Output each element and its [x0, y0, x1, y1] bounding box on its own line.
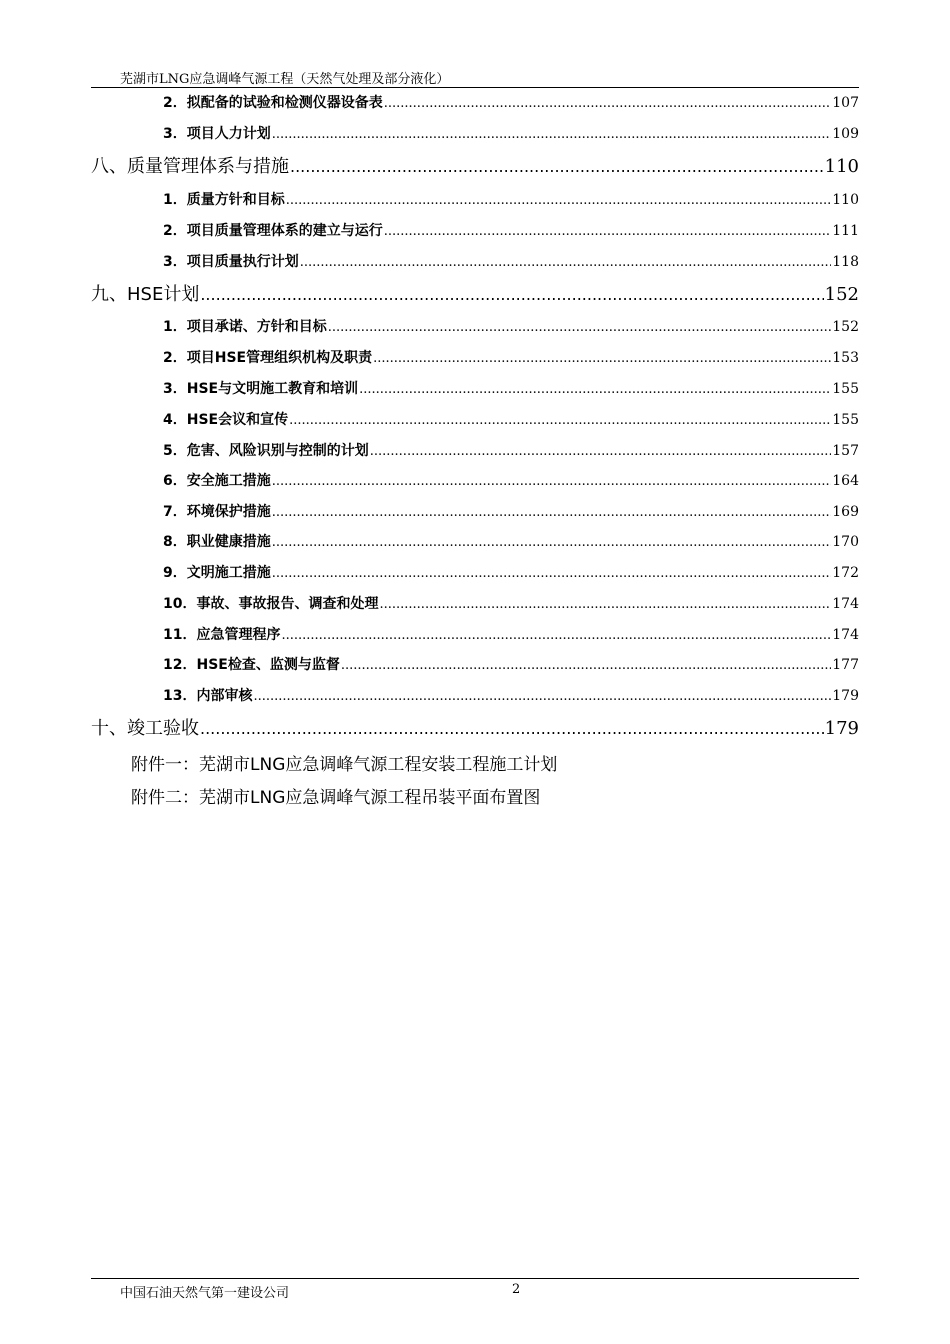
toc-entry-page: 155: [832, 412, 859, 428]
toc-entry-title: 5．危害、风险识别与控制的计划: [163, 443, 369, 459]
toc-section[interactable]: [91, 714, 859, 740]
toc-entry-title: 2．项目HSE管理组织机构及职责: [163, 350, 373, 366]
appendix-2[interactable]: 附件二：芜湖市LNG应急调峰气源工程吊装平面布置图: [131, 788, 541, 808]
toc-entry[interactable]: [163, 251, 859, 271]
toc-entry-page: 169: [832, 504, 859, 520]
toc-entry-page: 152: [832, 319, 859, 335]
footer-divider: [91, 1278, 859, 1279]
toc-entry-page: 110: [832, 192, 859, 208]
toc-entry-page: 155: [832, 381, 859, 397]
appendix-1[interactable]: 附件一：芜湖市LNG应急调峰气源工程安装工程施工计划: [131, 755, 558, 775]
toc-leader-dots: [200, 718, 824, 739]
toc-section-title: 九、HSE计划: [91, 284, 200, 305]
toc-entry[interactable]: [163, 92, 859, 112]
toc-entry[interactable]: [163, 347, 859, 367]
toc-entry-title: 13．内部审核: [163, 688, 253, 704]
toc-leader-dots: [286, 192, 832, 208]
toc-entry-page: 109: [832, 126, 859, 142]
toc-entry-page: 177: [832, 657, 859, 673]
toc-leader-dots: [272, 534, 832, 550]
toc-entry[interactable]: [163, 531, 859, 551]
toc-entry-title: 6．安全施工措施: [163, 473, 271, 489]
toc-entry-title: 10．事故、事故报告、调查和处理: [163, 596, 379, 612]
toc-leader-dots: [272, 504, 832, 520]
toc-entry-title: 8．职业健康措施: [163, 534, 271, 550]
toc-entry[interactable]: [163, 440, 859, 460]
page-number: 2: [512, 1282, 521, 1297]
toc-entry-title: 3．HSE与文明施工教育和培训: [163, 381, 359, 397]
toc-entry-title: 2．项目质量管理体系的建立与运行: [163, 223, 383, 239]
toc-leader-dots: [341, 657, 831, 673]
toc-entry-page: 179: [832, 688, 859, 704]
toc-entry-title: 1．质量方针和目标: [163, 192, 285, 208]
toc-entry-page: 172: [832, 565, 859, 581]
toc-entry-title: 12．HSE检查、监测与监督: [163, 657, 340, 673]
toc-entry-title: 2．拟配备的试验和检测仪器设备表: [163, 95, 383, 111]
toc-entry[interactable]: [163, 378, 859, 398]
header-divider: [91, 87, 859, 88]
toc-leader-dots: [328, 319, 832, 335]
toc-entry-title: 4．HSE会议和宣传: [163, 412, 289, 428]
toc-entry[interactable]: [163, 316, 859, 336]
toc-entry-page: 164: [832, 473, 859, 489]
footer-company: 中国石油天然气第一建设公司: [120, 1286, 290, 1301]
toc-entry[interactable]: [163, 189, 859, 209]
toc-entry[interactable]: [163, 470, 859, 490]
toc-entry-page: 174: [832, 627, 859, 643]
toc-leader-dots: [253, 688, 831, 704]
toc-entry-page: 153: [832, 350, 859, 366]
toc-section-page: 179: [824, 718, 859, 739]
toc-section-title: 八、质量管理体系与措施: [91, 156, 289, 177]
toc-entry[interactable]: [163, 654, 859, 674]
toc-entry[interactable]: [163, 123, 859, 143]
toc-section-page: 110: [824, 156, 859, 177]
toc-leader-dots: [272, 565, 832, 581]
toc-leader-dots: [289, 412, 831, 428]
toc-entry[interactable]: [163, 562, 859, 582]
toc-leader-dots: [373, 350, 831, 366]
toc-entry-page: 157: [832, 443, 859, 459]
toc-leader-dots: [300, 254, 832, 270]
toc-entry[interactable]: [163, 593, 859, 613]
toc-entry[interactable]: [163, 624, 859, 644]
toc-leader-dots: [384, 95, 832, 111]
toc-leader-dots: [272, 126, 832, 142]
toc-entry-page: 170: [832, 534, 859, 550]
toc-leader-dots: [370, 443, 832, 459]
toc-leader-dots: [379, 596, 831, 612]
toc-section-title: 十、竣工验收: [91, 718, 199, 739]
toc-entry-title: 11．应急管理程序: [163, 627, 281, 643]
toc-leader-dots: [290, 156, 824, 177]
toc-section[interactable]: [91, 280, 859, 306]
toc-entry[interactable]: [163, 501, 859, 521]
running-header: 芜湖市LNG应急调峰气源工程（天然气处理及部分液化）: [120, 72, 450, 87]
toc-leader-dots: [359, 381, 831, 397]
toc-entry[interactable]: [163, 409, 859, 429]
toc-entry[interactable]: [163, 685, 859, 705]
toc-entry-page: 174: [832, 596, 859, 612]
toc-leader-dots: [272, 473, 832, 489]
toc-entry-title: 3．项目质量执行计划: [163, 254, 299, 270]
toc-entry-page: 107: [832, 95, 859, 111]
toc-leader-dots: [281, 627, 831, 643]
toc-section-page: 152: [824, 284, 859, 305]
toc-entry-page: 118: [832, 254, 859, 270]
toc-entry-title: 7．环境保护措施: [163, 504, 271, 520]
toc-entry-title: 3．项目人力计划: [163, 126, 271, 142]
toc-entry-title: 9．文明施工措施: [163, 565, 271, 581]
toc-entry[interactable]: [163, 220, 859, 240]
toc-leader-dots: [384, 223, 832, 239]
toc-leader-dots: [200, 284, 823, 305]
toc-section[interactable]: [91, 152, 859, 178]
toc-entry-title: 1．项目承诺、方针和目标: [163, 319, 327, 335]
toc-entry-page: 111: [832, 223, 859, 239]
